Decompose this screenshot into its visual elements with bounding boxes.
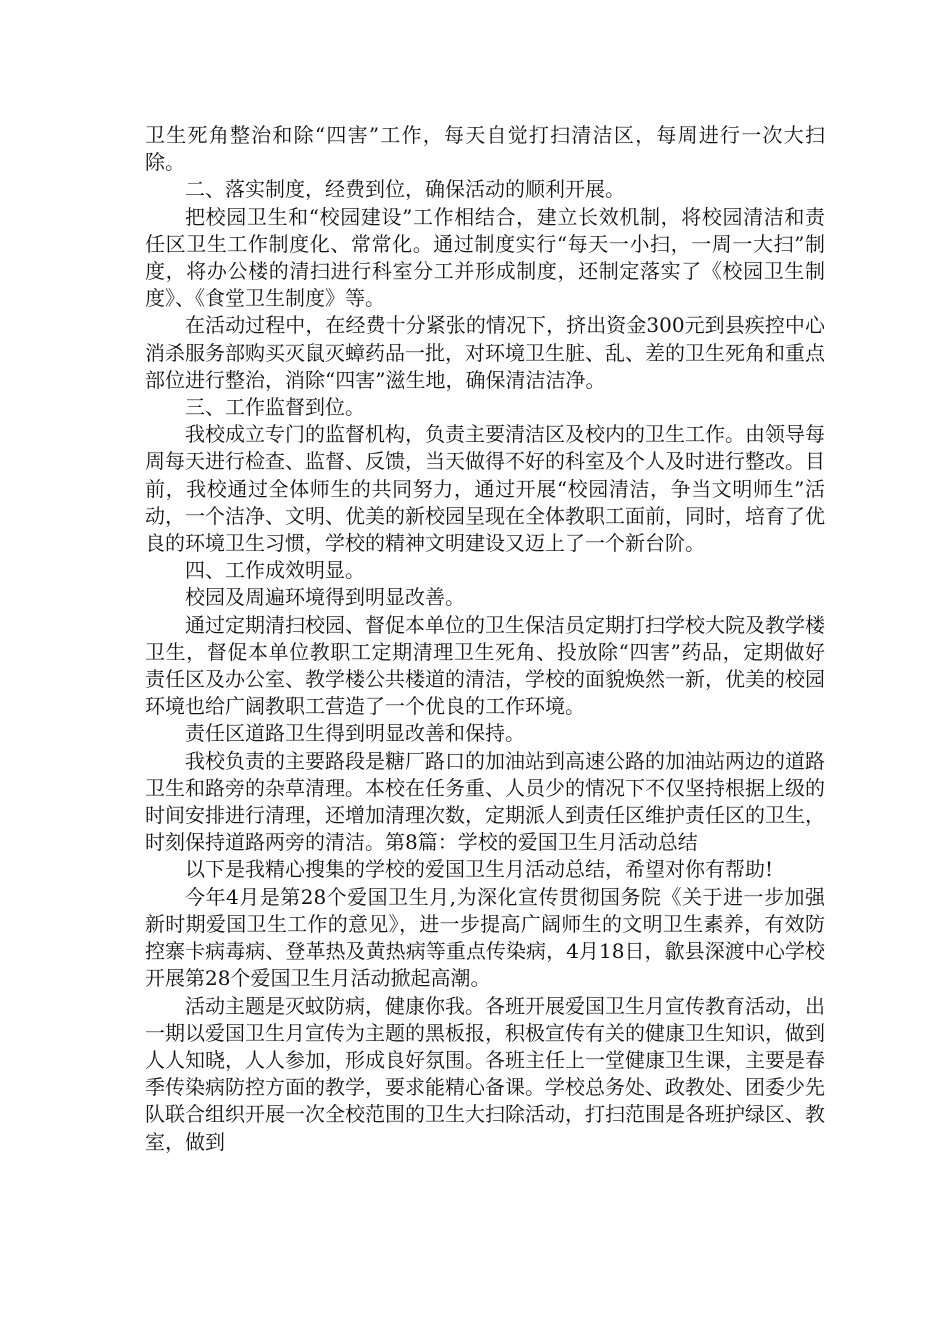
- paragraph: 校园及周遍环境得到明显改善。: [185, 585, 465, 610]
- paragraph: 今年4月是第28个爱国卫生月,为深化宣传贯彻国务院《关于进一步加强新时期爱国卫生工作的意见》，进一步提高广阔师生的文明卫生素养，有效防控寨卡病毒病、登革热及黄热病等重点传染病，4月18日，歙县深渡中心学校开展第28个爱国卫生月活动掀起高潮。: [145, 884, 825, 991]
- paragraph: 卫生死角整治和除“四害”工作，每天自觉打扫清洁区，每周进行一次大扫除。: [145, 123, 825, 175]
- paragraph: 责任区道路卫生得到明显改善和保持。: [185, 721, 525, 746]
- paragraph: 以下是我精心搜集的学校的爱国卫生月活动总结，希望对你有帮助!: [185, 857, 774, 882]
- paragraph: 我校成立专门的监督机构，负责主要清洁区及校内的卫生工作。由领导每周每天进行检查、监督、反馈，当天做得不好的科室及个人及时进行整改。目前，我校通过全体师生的共同努力，通过开展“校园清洁，争当文明师生”活动，一个洁净、文明、优美的新校园呈现在全体教职工面前，同时，培育了优良的环境卫生习惯，学校的精神文明建设又迈上了一个新台阶。: [145, 422, 825, 556]
- section-heading: 三、工作监督到位。: [185, 395, 365, 420]
- section-heading: 二、落实制度，经费到位，确保活动的顺利开展。: [185, 177, 625, 202]
- paragraph: 把校园卫生和“校园建设”工作相结合，建立长效机制，将校园清洁和责任区卫生工作制度化、常常化。通过制度实行“每天一小扫，一周一大扫”制度，将办公楼的清扫进行科室分工并形成制度，还制定落实了《校园卫生制度》、《食堂卫生制度》等。: [145, 204, 825, 311]
- paragraph: 我校负责的主要路段是糖厂路口的加油站到高速公路的加油站两边的道路卫生和路旁的杂草清理。本校在任务重、人员少的情况下不仅坚持根据上级的时间安排进行清理，还增加清理次数，定期派人到责任区维护责任区的卫生，时刻保持道路两旁的清洁。第8篇：学校的爱国卫生月活动总结: [145, 748, 825, 855]
- paragraph: 活动主题是灭蚊防病，健康你我。各班开展爱国卫生月宣传教育活动，出一期以爱国卫生月宣传为主题的黑板报，积极宣传有关的健康卫生知识，做到人人知晓，人人参加，形成良好氛围。各班主任上一堂健康卫生课，主要是春季传染病防控方面的教学，要求能精心备课。学校总务处、政教处、团委少先队联合组织开展一次全校范围的卫生大扫除活动，打扫范围是各班护绿区、教室，做到: [145, 993, 825, 1154]
- paragraph: 在活动过程中，在经费十分紧张的情况下，挤出资金300元到县疾控中心消杀服务部购买灭鼠灭蟑药品一批，对环境卫生脏、乱、差的卫生死角和重点部位进行整治，消除“四害”滋生地，确保清洁洁净。: [145, 313, 825, 392]
- paragraph: 通过定期清扫校园、督促本单位的卫生保洁员定期打扫学校大院及教学楼卫生，督促本单位教职工定期清理卫生死角、投放除“四害”药品，定期做好责任区及办公室、教学楼公共楼道的清洁，学校的面貌焕然一新，优美的校园环境也给广阔教职工营造了一个优良的工作环境。: [145, 612, 825, 719]
- document-body: [145, 122, 825, 1156]
- section-heading: 四、工作成效明显。: [185, 558, 365, 583]
